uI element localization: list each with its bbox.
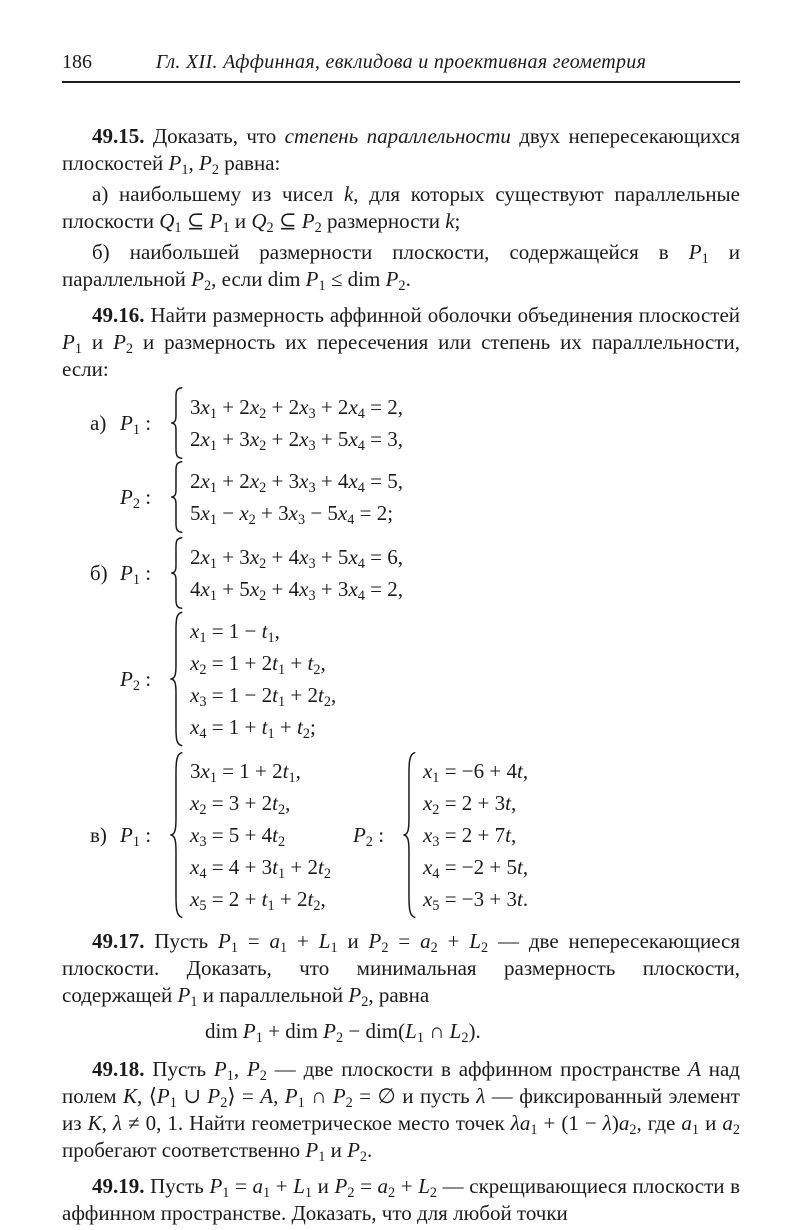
problem-number: 49.16. (92, 303, 145, 327)
plane-label: $P_1$ : (120, 822, 152, 850)
equation-list (190, 615, 336, 743)
equation: $x_4 = -2 + 5t$, (422, 855, 529, 882)
equation: $5x_1 - x_2 + 3x_3 - 5x_4 = 2$; (190, 501, 394, 528)
display-formula: dim $P_1$ + dim $P_2 - dim(L_1$ ∩ $L_2$). (205, 1019, 481, 1046)
equation: $x_3 = 2 + 7t$, (422, 823, 517, 850)
system-b-p2 (90, 611, 740, 747)
item-label: в) (90, 822, 107, 847)
left-brace-icon (170, 461, 183, 533)
plane-label: $P_1$ : (120, 560, 152, 588)
left-brace-icon (170, 611, 183, 747)
equation: $2x_1 + 3x_2 + 2x_3 + 5x_4 = 3$, (190, 427, 403, 454)
equation: $3x_1 + 2x_2 + 2x_3 + 2x_4 = 2$, (190, 395, 403, 422)
equation: $x_2 = 1 + 2t_1 + t_2$, (190, 651, 326, 678)
system-v (90, 751, 740, 919)
equation-list (423, 755, 528, 915)
equation: $x_5 = 2 + t_1 + 2t_2$, (190, 887, 326, 914)
problem-4918-text (62, 1056, 740, 1164)
plane-label: $P_2$ : (120, 666, 152, 694)
system-b (90, 537, 740, 747)
left-brace-icon (170, 751, 183, 919)
equation: $x_3 = 5 + 4t_2$ (190, 823, 286, 850)
equation-list (190, 541, 403, 605)
problem-number: 49.15. (92, 124, 145, 148)
equation: $4x_1 + 5x_2 + 4x_3 + 3x_4 = 2$, (190, 577, 403, 604)
left-brace-icon (403, 751, 416, 919)
equation: $2x_1 + 3x_2 + 4x_3 + 5x_4 = 6$, (190, 545, 403, 572)
problem-text: Доказать, что степень параллельности двух непересекающихся плоскостей $P_1$, $P_2$ равна: (62, 124, 741, 178)
system-a-p2 (90, 461, 740, 533)
system-b-p1 (90, 537, 740, 609)
problem-4916-intro (62, 302, 740, 383)
equation-list (190, 391, 403, 455)
problem-number: 49.17. (92, 929, 145, 953)
problem-text: Пусть $P_1 = a_1 + L_1$ и $P_2 = a_2 + L_2$ — две непересекающиеся плоскости. Доказать, что минимальная размерность плоскости, содержащей $P_1$ и параллельной $P_2$, равна (62, 929, 741, 1010)
system-a (90, 387, 740, 533)
equation: $x_1 = -6 + 4t$, (422, 759, 529, 786)
chapter-title: Гл. XII. Аффинная, евклидова и проективная геометрия (155, 51, 647, 73)
equation: $2x_1 + 2x_2 + 3x_3 + 4x_4 = 5$, (190, 469, 403, 496)
problem-text: Пусть $P_1 = a_1 + L_1$ и $P_2 = a_2 + L_2$ — скрещивающиеся плоскости в аффинном пространстве. Доказать, что для любой точки (62, 1174, 741, 1225)
item-label: а) (90, 410, 107, 435)
item-label: б) (90, 560, 108, 585)
system-v-row (90, 751, 740, 919)
equation: $x_4 = 4 + 3t_1 + 2t_2$ (190, 855, 331, 882)
problem-text: Пусть $P_1$, $P_2$ — две плоскости в аффинном пространстве A над полем K, $⟨P_1$ ∪ $P_2⟩ = A$, $P_1$ ∩ $P_2$ = ∅ и пусть λ — фиксированный элемент из K, λ ≠ 0, 1. Найти геометрическое место точек $\lambda a_1 + (1 - \lambda)a_2$, где $a_1$ и $a_2$ пробегают соответственно $P_1$ и $P_2$. (62, 1057, 740, 1165)
plane-label: $P_2$ : (120, 484, 152, 512)
problem-4915-item-a: а) наибольшему из чисел k, для которых существуют параллельные плоскости $Q_1$ ⊆ $P_1$ и $Q_2$ ⊆ $P_2$ размерности k; (62, 182, 740, 236)
problem-number: 49.18. (92, 1057, 145, 1081)
problem-4915-item-b: б) наибольшей размерности плоскости, содержащейся в $P_1$ и параллельной $P_2$, если dim $P_1$ ≤ dim $P_2$. (62, 240, 740, 294)
equation-list (190, 755, 331, 915)
page-header (62, 50, 740, 83)
equation: $x_1 = 1 - t_1$, (190, 619, 280, 646)
equation: $x_5 = -3 + 3t$. (422, 887, 529, 914)
plane-label: $P_2$ : (352, 822, 385, 850)
problem-number: 49.19. (92, 1174, 145, 1198)
problem-text: Найти размерность аффинной оболочки объединения плоскостей $P_1$ и $P_2$ и размерность их пересечения или степень их параллельности, если: (62, 303, 741, 381)
page-number: 186 (62, 51, 92, 73)
equation-list (190, 465, 403, 529)
left-brace-icon (170, 387, 183, 459)
equation: $x_3 = 1 - 2t_1 + 2t_2$, (190, 683, 337, 710)
problem-4919-text (62, 1173, 740, 1227)
plane-label: $P_1$ : (120, 410, 152, 438)
equation: $x_4 = 1 + t_1 + t_2$; (190, 715, 316, 742)
system-a-p1 (90, 387, 740, 459)
left-brace-icon (170, 537, 183, 609)
equation: $3x_1 = 1 + 2t_1$, (190, 759, 301, 786)
problem-4915-intro (62, 123, 740, 177)
equation: $x_2 = 3 + 2t_2$, (190, 791, 291, 818)
equation: $x_2 = 2 + 3t$, (422, 791, 517, 818)
problem-4917-text (62, 928, 740, 1009)
